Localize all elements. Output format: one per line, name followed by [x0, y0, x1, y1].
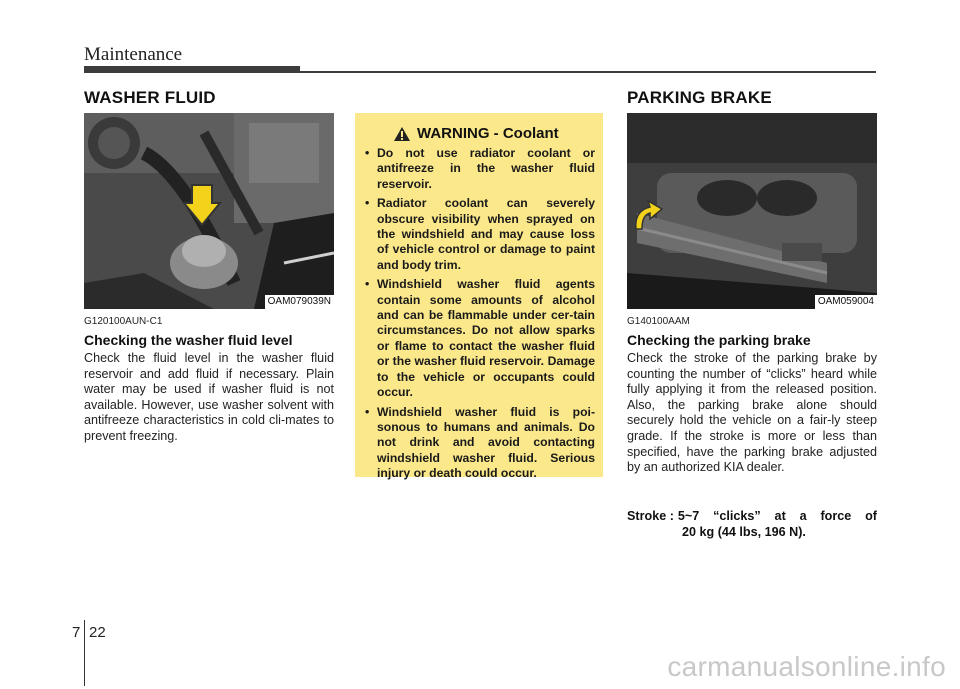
warning-item: • Radiator coolant can severely obscure visibility when sprayed on the windshield and may cause loss of vehicle control or damage to paint and body trim. [363, 196, 595, 273]
warning-item: • Windshield washer fluid is poi-sonous to humans and animals. Do not drink and avoid contacting windshield washer fluid. Serious injury or death could occur. [363, 405, 595, 482]
chapter-number: 7 [72, 624, 81, 641]
parking-brake-photo [627, 113, 877, 309]
brake-body-text: Check the stroke of the parking brake by counting the number of “clicks” heard while fully applying it from the released position. Also, the parking brake alone should securely hold the vehicle on a fair-ly steep grade. If the stroke is more or less than specified, have the parking brake adjusted by an authorized KIA dealer. [627, 351, 877, 475]
washer-photo-code: OAM079039N [265, 295, 334, 309]
warning-header [393, 125, 595, 142]
warning-triangle-icon [393, 126, 411, 142]
warning-list [363, 146, 595, 482]
washer-section-title: WASHER FLUID [84, 88, 216, 107]
watermark-text: carmanualsonline.info [667, 651, 946, 682]
page-header-title: Maintenance [84, 44, 183, 65]
stroke-value-line2: 20 kg (44 lbs, 196 N). [682, 524, 806, 539]
console-illustration [627, 113, 877, 309]
washer-section-code: G120100AUN-C1 [84, 316, 163, 327]
page-number-divider [84, 620, 85, 686]
washer-reservoir-photo [84, 113, 334, 309]
warning-item: • Windshield washer fluid agents contain some amounts of alcohol and can be flammable under cer-tain circumstances. Do not allow sparks or flame to contact the washer fluid or the washer fluid reservoir. Damage to the vehicle or occupants could occur. [363, 277, 595, 400]
arrow-down-icon [182, 183, 222, 227]
brake-section-title: PARKING BRAKE [627, 88, 772, 107]
stroke-spec [627, 509, 877, 540]
washer-body-text: Check the fluid level in the washer fluid reservoir and add fluid if necessary. Plain water may be used if washer fluid is not available. However, use washer solvent with antifreeze characteristics in cold cli-mates to prevent freezing. [84, 351, 334, 443]
brake-subheading: Checking the parking brake [627, 332, 811, 348]
warning-box [355, 113, 603, 481]
brake-photo-code: OAM059004 [815, 295, 877, 309]
curved-arrow-icon [630, 199, 664, 233]
stroke-label: Stroke : [627, 509, 674, 523]
header-rule-thin [300, 71, 876, 73]
brake-section-code: G140100AAM [627, 316, 690, 327]
header-rule-thick [84, 66, 300, 73]
washer-subheading: Checking the washer fluid level [84, 332, 293, 348]
page-number: 22 [89, 624, 106, 641]
stroke-value-line1: 5~7 “clicks” at a force of [677, 509, 877, 523]
warning-title: WARNING - Coolant [417, 125, 559, 142]
warning-item: • Do not use radiator coolant or antifreeze in the washer fluid reservoir. [363, 146, 595, 192]
